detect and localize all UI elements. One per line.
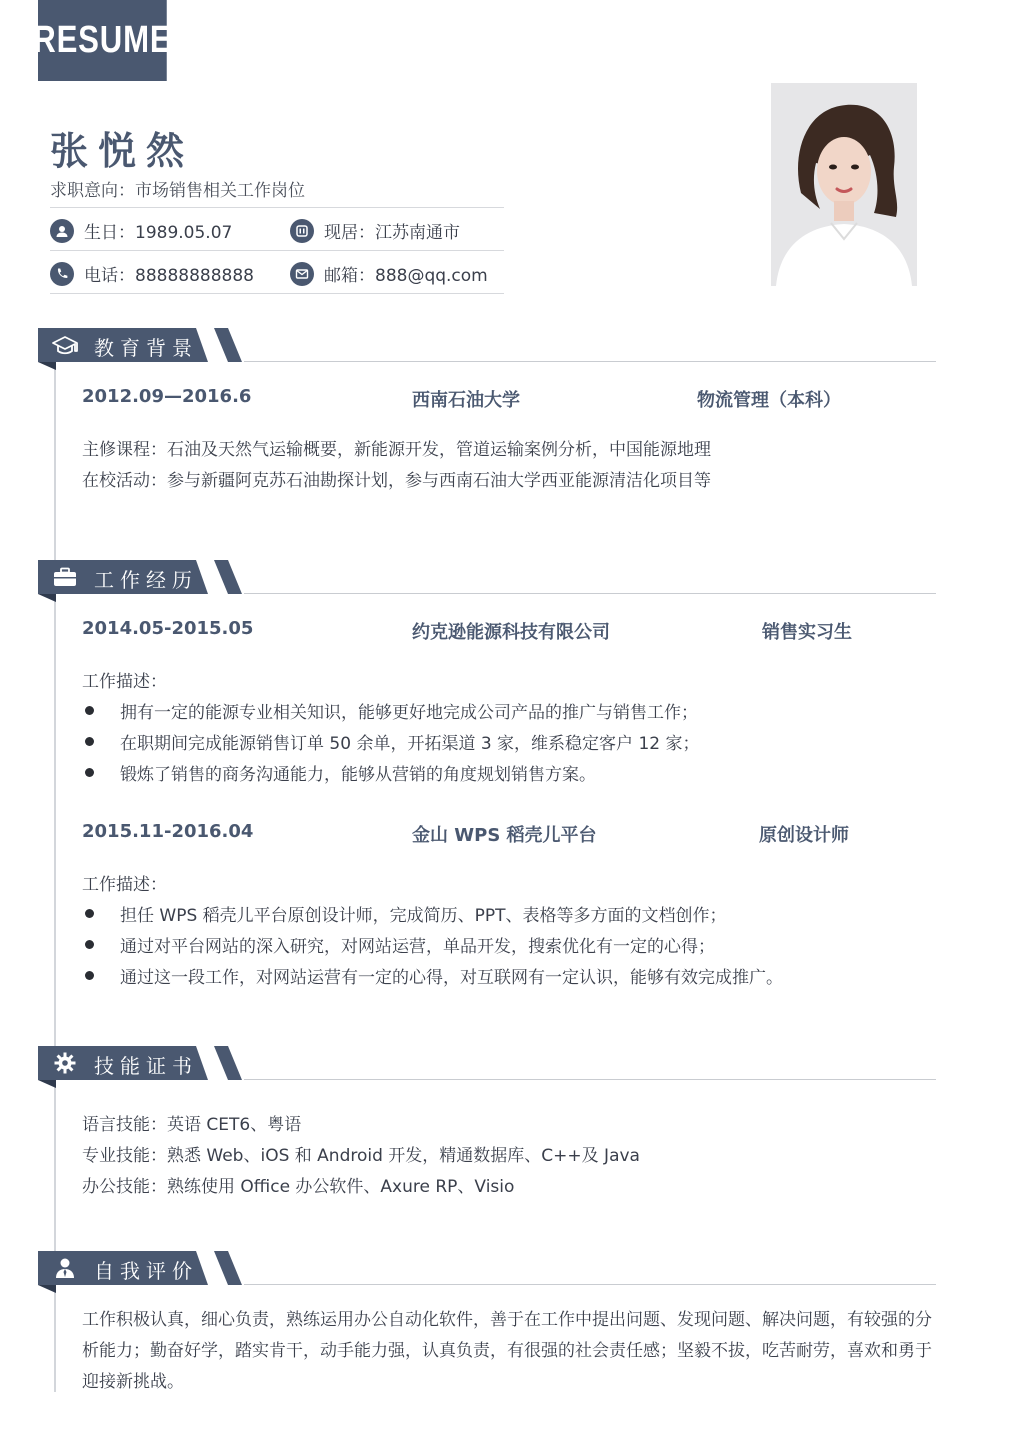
- skills-office: 办公技能：熟练使用 Office 办公软件、Axure RP、Visio: [82, 1177, 515, 1197]
- section-title-education: 教育背景: [94, 336, 198, 360]
- work-1-position: 原创设计师: [759, 825, 849, 846]
- residence-info: [290, 218, 460, 243]
- birthday-info: [50, 218, 232, 243]
- education-school: 西南石油大学: [412, 390, 520, 411]
- phone-icon: [50, 262, 74, 286]
- section-title-self: 自我评价: [94, 1259, 198, 1283]
- work-0-bullet-1: 在职期间完成能源销售订单 50 余单，开拓渠道 3 家，维系稳定客户 12 家；: [120, 734, 700, 754]
- info-divider-top: [50, 207, 504, 208]
- self-evaluation-text: 工作积极认真，细心负责，熟练运用办公自动化软件，善于在工作中提出问题、发现问题、解决问题，有较强的分析能力；勤奋好学，踏实肯干，动手能力强，认真负责，有很强的社会责任感；坚毅不拔，吃苦耐劳，喜欢和勇于迎接新挑战。: [82, 1310, 932, 1392]
- education-period: 2012.09—2016.6: [82, 386, 252, 407]
- work-0-company: 约克逊能源科技有限公司: [412, 622, 610, 643]
- resume-header-tag: [33, 0, 172, 81]
- work-0-bullet-0: 拥有一定的能源专业相关知识，能够更好地完成公司产品的推广与销售工作；: [120, 703, 698, 723]
- work-1-period: 2015.11-2016.04: [82, 821, 254, 842]
- building-icon: [290, 219, 314, 243]
- person-icon: [52, 1256, 78, 1280]
- user-circle-icon: [50, 219, 74, 243]
- section-education-header: [38, 328, 938, 368]
- list-item: [82, 901, 727, 926]
- work-1-desc-label: 工作描述：: [82, 875, 167, 895]
- birthday-text: 生日：1989.05.07: [84, 223, 233, 243]
- work-0-position: 销售实习生: [762, 622, 852, 643]
- section-title-skills: 技能证书: [94, 1054, 198, 1078]
- education-major: 物流管理（本科）: [697, 390, 841, 411]
- phone-text: 电话：88888888888: [84, 266, 254, 286]
- work-1-bullet-0: 担任 WPS 稻壳儿平台原创设计师，完成简历、PPT、表格等多方面的文档创作；: [120, 906, 727, 926]
- section-self-header: [38, 1251, 938, 1291]
- list-item: [82, 963, 783, 988]
- timeline-line: [54, 340, 56, 1392]
- skills-professional: 专业技能：熟悉 Web、iOS 和 Android 开发，精通数据库、C++及 Java: [82, 1146, 640, 1166]
- work-1-company: 金山 WPS 稻壳儿平台: [412, 825, 597, 846]
- phone-info: [50, 261, 254, 286]
- email-text: 邮箱：888@qq.com: [324, 266, 488, 286]
- mail-icon: [290, 262, 314, 286]
- work-0-period: 2014.05-2015.05: [82, 618, 254, 639]
- job-intent: 求职意向：市场销售相关工作岗位: [50, 181, 305, 201]
- section-title-work: 工作经历: [94, 568, 198, 592]
- list-item: [82, 729, 700, 754]
- graduation-cap-icon: [52, 333, 78, 357]
- work-1-bullet-2: 通过这一段工作，对网站运营有一定的心得，对互联网有一定认识，能够有效完成推广。: [120, 968, 783, 988]
- email-info: [290, 261, 488, 286]
- gear-icon: [52, 1051, 78, 1075]
- list-item: [82, 932, 715, 957]
- education-courses: 主修课程：石油及天然气运输概要，新能源开发，管道运输案例分析，中国能源地理: [82, 440, 711, 460]
- skills-language: 语言技能：英语 CET6、粤语: [82, 1115, 302, 1135]
- work-0-bullet-2: 锻炼了销售的商务沟通能力，能够从营销的角度规划销售方案。: [120, 765, 596, 785]
- candidate-name: 张悦然: [50, 129, 195, 173]
- section-work-header: [38, 560, 938, 600]
- work-1-bullet-1: 通过对平台网站的深入研究，对网站运营，单品开发，搜索优化有一定的心得；: [120, 937, 715, 957]
- info-divider-bottom: [50, 293, 504, 294]
- education-activities: 在校活动：参与新疆阿克苏石油勘探计划，参与西南石油大学西亚能源清洁化项目等: [82, 471, 711, 491]
- residence-text: 现居：江苏南通市: [324, 223, 460, 243]
- list-item: [82, 698, 698, 723]
- profile-photo: [771, 83, 917, 286]
- briefcase-icon: [52, 565, 78, 589]
- section-skills-header: [38, 1046, 938, 1086]
- info-divider-middle: [50, 250, 504, 251]
- work-0-desc-label: 工作描述：: [82, 672, 167, 692]
- list-item: [82, 760, 596, 785]
- resume-tag-label: RESUME: [33, 19, 172, 61]
